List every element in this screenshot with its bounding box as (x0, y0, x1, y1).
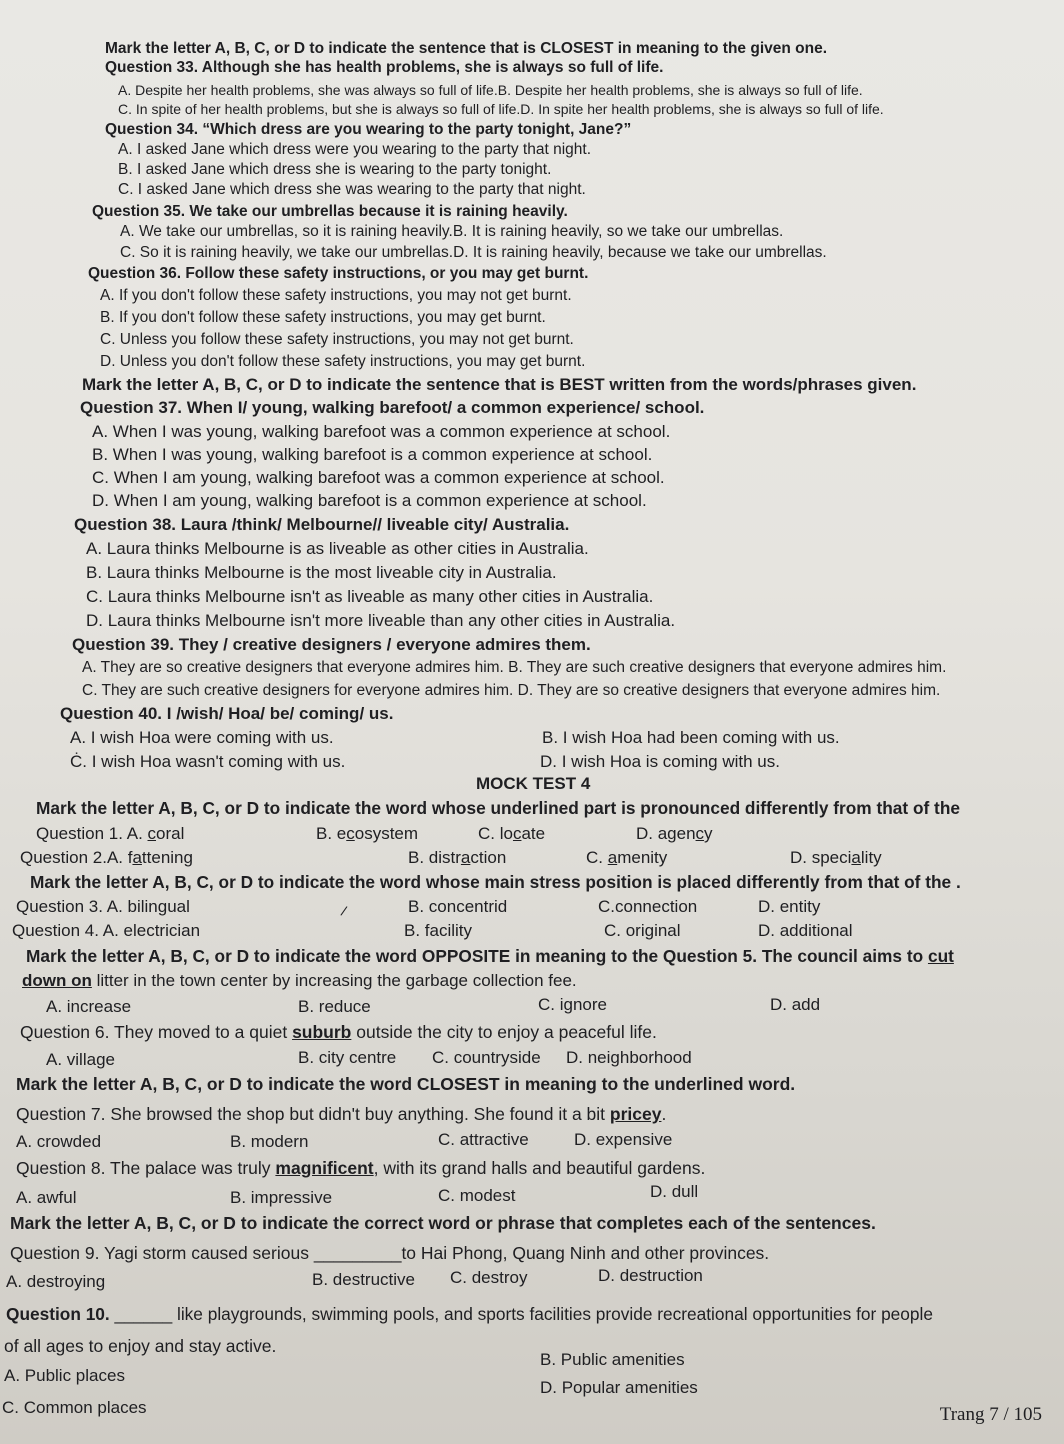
q10-option-d: D. Popular amenities (540, 1378, 698, 1397)
q40-option-a: A. I wish Hoa were coming with us. (70, 728, 334, 747)
q9-option-d: D. destruction (598, 1266, 703, 1285)
q8-option-c: C. modest (438, 1186, 516, 1205)
q2-option-d: D. speciality (790, 848, 882, 867)
q10-option-a: A. Public places (4, 1366, 125, 1385)
q39-options-cd: C. They are such creative designers for everyone admires him. D. They are so creative designers that everyone admires him. (82, 682, 941, 699)
instruction-best-written: Mark the letter A, B, C, or D to indicate the sentence that is BEST written from the words/phrases given. (82, 375, 917, 394)
q3-option-c: C.connection (598, 897, 698, 916)
q38-option-c: C. Laura thinks Melbourne isn't as liveable as many other cities in Australia. (86, 587, 654, 606)
q34-option-b: B. I asked Jane which dress she is wearing to the party tonight. (118, 161, 552, 178)
q37-option-a: A. When I was young, walking barefoot was a common experience at school. (92, 422, 671, 441)
q40-option-d: D. I wish Hoa is coming with us. (540, 752, 780, 771)
q8-stem: Question 8. The palace was truly magnificent, with its grand halls and beautiful gardens. (16, 1158, 706, 1178)
q10-stem: Question 10. ______ like playgrounds, swimming pools, and sports facilities provide recreational opportunities for people (6, 1304, 933, 1324)
q2-option-c: C. amenity (586, 848, 668, 867)
q40-option-b: B. I wish Hoa had been coming with us. (542, 728, 840, 747)
instruction-pronunciation: Mark the letter A, B, C, or D to indicate the word whose underlined part is pronounced differently from that of the (36, 798, 960, 818)
q3-option-d: D. entity (758, 897, 821, 916)
q10-stem-line2: of all ages to enjoy and stay active. (4, 1336, 277, 1356)
q37-option-b: B. When I was young, walking barefoot is a common experience at school. (92, 445, 653, 464)
q40-option-c: Ċ. I wish Hoa wasn't coming with us. (70, 752, 346, 771)
q1-option-b: B. ecosystem (316, 824, 419, 843)
q4-option-d: D. additional (758, 921, 853, 940)
q9-stem: Question 9. Yagi storm caused serious _________to Hai Phong, Quang Ninh and other provinces. (10, 1243, 770, 1263)
q6-stem: Question 6. They moved to a quiet suburb outside the city to enjoy a peaceful life. (20, 1022, 657, 1042)
q5-option-c: C. ignore (538, 995, 607, 1014)
q36-option-c: C. Unless you follow these safety instructions, you may not get burnt. (100, 331, 574, 348)
q34-option-c: C. I asked Jane which dress she was wearing to the party that night. (118, 181, 586, 198)
q1-option-d: D. agency (636, 824, 713, 843)
q33-options-ab: A. Despite her health problems, she was always so full of life.B. Despite her health problems, she is always so full of life. (118, 82, 863, 98)
q5-option-b: B. reduce (298, 997, 371, 1016)
q1-row: Question 1. A. coral (36, 824, 185, 843)
q7-option-d: D. expensive (574, 1130, 673, 1149)
q4-option-a: Question 4. A. electrician (12, 921, 201, 940)
q2-option-b: B. distraction (408, 848, 507, 867)
q37-option-c: C. When I am young, walking barefoot was a common experience at school. (92, 468, 665, 487)
q9-option-a: A. destroying (6, 1272, 106, 1291)
q39-stem: Question 39. They / creative designers / everyone admires them. (72, 635, 591, 654)
q35-stem: Question 35. We take our umbrellas because it is raining heavily. (92, 203, 568, 220)
q2-row: Question 2.A. fattening (20, 848, 193, 867)
q34-option-a: A. I asked Jane which dress were you wearing to the party that night. (118, 141, 592, 158)
q1-option-c: C. locate (478, 824, 546, 843)
q7-option-b: B. modern (230, 1132, 309, 1151)
q5-stem: Mark the letter A, B, C, or D to indicate the word OPPOSITE in meaning to the Question 5. The council aims to cut (26, 946, 954, 966)
q5-stem-line2: down on litter in the town center by increasing the garbage collection fee. (22, 971, 577, 990)
q35-options-cd: C. So it is raining heavily, we take our umbrellas.D. It is raining heavily, because we take our umbrellas. (120, 244, 827, 261)
q38-option-b: B. Laura thinks Melbourne is the most liveable city in Australia. (86, 563, 557, 582)
q40-stem: Question 40. I /wish/ Hoa/ be/ coming/ us. (60, 704, 394, 723)
q6-option-a: A. village (46, 1050, 115, 1069)
q36-stem: Question 36. Follow these safety instructions, or you may get burnt. (88, 265, 589, 282)
q10-option-c: C. Common places (2, 1398, 147, 1417)
q38-stem: Question 38. Laura /think/ Melbourne// liveable city/ Australia. (74, 515, 570, 534)
q8-option-b: B. impressive (230, 1188, 333, 1207)
q8-option-a: A. awful (16, 1188, 77, 1207)
q4-option-b: B. facility (404, 921, 473, 940)
q5-option-d: D. add (770, 995, 821, 1014)
q4-option-c: C. original (604, 921, 681, 940)
q8-option-d: D. dull (650, 1182, 699, 1201)
q9-option-b: B. destructive (312, 1270, 415, 1289)
q5-option-a: A. increase (46, 997, 132, 1016)
q3-option-b: B. concentrid (408, 897, 508, 916)
q7-option-a: A. crowded (16, 1132, 102, 1151)
q33-options-cd: C. In spite of her health problems, but she is always so full of life.D. In spite her health problems, she is always so full of life. (118, 101, 884, 117)
instruction-closest: Mark the letter A, B, C, or D to indicate the sentence that is CLOSEST in meaning to the given one. (105, 40, 828, 57)
q34-stem: Question 34. “Which dress are you wearing to the party tonight, Jane?” (105, 121, 632, 138)
page-number: Trang 7 / 105 (939, 1404, 1042, 1425)
q39-options-ab: A. They are so creative designers that everyone admires him. B. They are such creative designers that everyone admires him. (82, 659, 947, 676)
q9-option-c: C. destroy (450, 1268, 528, 1287)
pen-mark-icon: / (339, 902, 349, 920)
q38-option-a: A. Laura thinks Melbourne is as liveable as other cities in Australia. (86, 539, 589, 558)
q37-option-d: D. When I am young, walking barefoot is a common experience at school. (92, 491, 647, 510)
q36-option-b: B. If you don't follow these safety instructions, you may get burnt. (100, 309, 546, 326)
q38-option-d: D. Laura thinks Melbourne isn't more liveable than any other cities in Australia. (86, 611, 676, 630)
q33-stem: Question 33. Although she has health problems, she is always so full of life. (105, 59, 664, 76)
q6-option-b: B. city centre (298, 1048, 397, 1067)
instruction-complete: Mark the letter A, B, C, or D to indicate the correct word or phrase that completes each of the sentences. (10, 1213, 876, 1233)
mock-test-title: MOCK TEST 4 (476, 774, 591, 793)
q6-option-c: C. countryside (432, 1048, 541, 1067)
q3-option-a: Question 3. A. bilingual (16, 897, 190, 916)
q7-stem: Question 7. She browsed the shop but didn't buy anything. She found it a bit pricey. (16, 1104, 667, 1124)
q35-options-ab: A. We take our umbrellas, so it is raining heavily.B. It is raining heavily, so we take our umbrellas. (120, 223, 784, 240)
q36-option-d: D. Unless you don't follow these safety instructions, you may get burnt. (100, 353, 586, 370)
instruction-closest-word: Mark the letter A, B, C, or D to indicate the word CLOSEST in meaning to the underlined word. (16, 1074, 796, 1094)
instruction-stress: Mark the letter A, B, C, or D to indicate the word whose main stress position is placed differently from that of the . (30, 872, 961, 892)
q10-option-b: B. Public amenities (540, 1350, 685, 1369)
q37-stem: Question 37. When I/ young, walking barefoot/ a common experience/ school. (80, 398, 705, 417)
q36-option-a: A. If you don't follow these safety instructions, you may not get burnt. (100, 287, 572, 304)
q7-option-c: C. attractive (438, 1130, 529, 1149)
q6-option-d: D. neighborhood (566, 1048, 692, 1067)
